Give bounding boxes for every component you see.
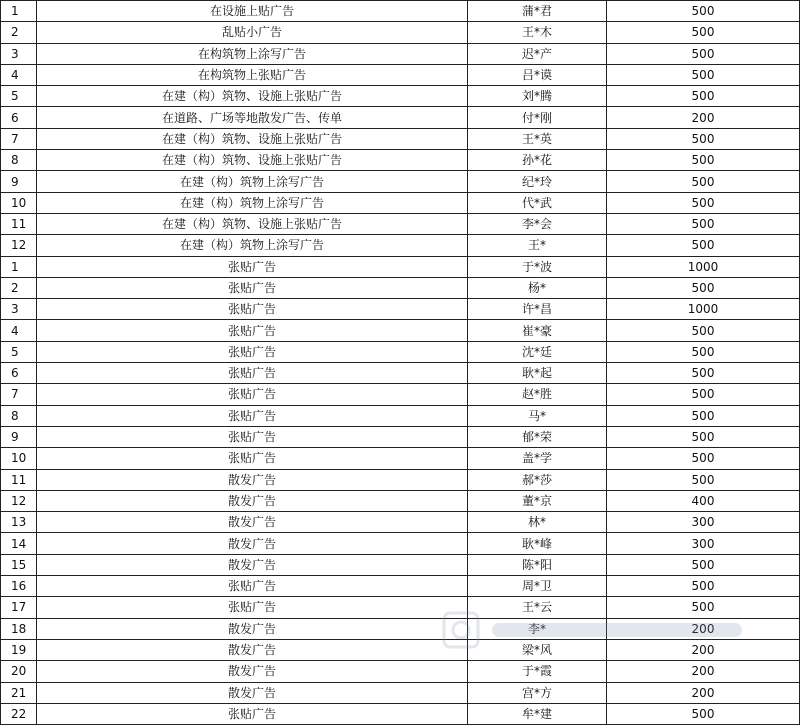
- fine-amount-cell: 500: [607, 213, 800, 234]
- fine-amount-cell: 500: [607, 171, 800, 192]
- violation-cell: 张贴广告: [37, 405, 468, 426]
- fine-amount-cell: 500: [607, 363, 800, 384]
- person-name-cell: 梁*风: [468, 639, 607, 660]
- person-name-cell: 林*: [468, 512, 607, 533]
- row-number-cell: 19: [1, 639, 37, 660]
- person-name-cell: 王*云: [468, 597, 607, 618]
- person-name-cell: 迟*产: [468, 43, 607, 64]
- fine-amount-cell: 500: [607, 554, 800, 575]
- fine-amount-cell: 500: [607, 64, 800, 85]
- violation-cell: 在建（构）筑物、设施上张贴广告: [37, 86, 468, 107]
- fine-amount-cell: 500: [607, 341, 800, 362]
- person-name-cell: 沈*廷: [468, 341, 607, 362]
- row-number-cell: 12: [1, 490, 37, 511]
- table-row: [1, 363, 800, 384]
- table-row: [1, 512, 800, 533]
- person-name-cell: 宫*方: [468, 682, 607, 703]
- violation-cell: 张贴广告: [37, 384, 468, 405]
- fine-amount-cell: 500: [607, 703, 800, 724]
- fine-amount-cell: 500: [607, 128, 800, 149]
- violation-cell: 在建（构）筑物、设施上张贴广告: [37, 213, 468, 234]
- table-row: [1, 661, 800, 682]
- violation-cell: 在构筑物上涂写广告: [37, 43, 468, 64]
- table-body: [1, 1, 800, 725]
- fine-amount-cell: 500: [607, 43, 800, 64]
- violation-cell: 张贴广告: [37, 341, 468, 362]
- row-number-cell: 6: [1, 107, 37, 128]
- violation-cell: 散发广告: [37, 661, 468, 682]
- table-row: [1, 469, 800, 490]
- person-name-cell: 付*刚: [468, 107, 607, 128]
- row-number-cell: 7: [1, 128, 37, 149]
- violation-cell: 散发广告: [37, 554, 468, 575]
- table-row: [1, 107, 800, 128]
- violation-cell: 在道路、广场等地散发广告、传单: [37, 107, 468, 128]
- fine-amount-cell: 500: [607, 405, 800, 426]
- table-row: [1, 22, 800, 43]
- person-name-cell: 牟*建: [468, 703, 607, 724]
- row-number-cell: 18: [1, 618, 37, 639]
- person-name-cell: 许*昌: [468, 299, 607, 320]
- fine-amount-cell: 500: [607, 192, 800, 213]
- row-number-cell: 10: [1, 192, 37, 213]
- person-name-cell: 杨*: [468, 277, 607, 298]
- violation-cell: 在建（构）筑物上涂写广告: [37, 235, 468, 256]
- row-number-cell: 9: [1, 426, 37, 447]
- person-name-cell: 陈*阳: [468, 554, 607, 575]
- fine-amount-cell: 500: [607, 448, 800, 469]
- row-number-cell: 2: [1, 22, 37, 43]
- row-number-cell: 3: [1, 299, 37, 320]
- table-row: [1, 405, 800, 426]
- person-name-cell: 王*木: [468, 22, 607, 43]
- table-row: [1, 86, 800, 107]
- fine-amount-cell: 200: [607, 661, 800, 682]
- violation-cell: 张贴广告: [37, 703, 468, 724]
- person-name-cell: 于*霞: [468, 661, 607, 682]
- person-name-cell: 李*: [468, 618, 607, 639]
- person-name-cell: 代*武: [468, 192, 607, 213]
- violation-cell: 散发广告: [37, 618, 468, 639]
- violation-cell: 在建（构）筑物上涂写广告: [37, 192, 468, 213]
- fine-amount-cell: 200: [607, 639, 800, 660]
- row-number-cell: 9: [1, 171, 37, 192]
- fine-amount-cell: 1000: [607, 256, 800, 277]
- fine-amount-cell: 500: [607, 426, 800, 447]
- person-name-cell: 刘*腾: [468, 86, 607, 107]
- violation-cell: 张贴广告: [37, 426, 468, 447]
- fine-amount-cell: 200: [607, 682, 800, 703]
- table-row: [1, 235, 800, 256]
- violation-cell: 散发广告: [37, 490, 468, 511]
- violation-cell: 张贴广告: [37, 363, 468, 384]
- fine-amount-cell: 500: [607, 320, 800, 341]
- violation-cell: 张贴广告: [37, 448, 468, 469]
- table-row: [1, 554, 800, 575]
- fine-amount-cell: 500: [607, 277, 800, 298]
- row-number-cell: 10: [1, 448, 37, 469]
- violation-cell: 在建（构）筑物上涂写广告: [37, 171, 468, 192]
- table-row: [1, 150, 800, 171]
- row-number-cell: 11: [1, 469, 37, 490]
- person-name-cell: 周*卫: [468, 576, 607, 597]
- row-number-cell: 6: [1, 363, 37, 384]
- fine-amount-cell: 200: [607, 618, 800, 639]
- person-name-cell: 耿*起: [468, 363, 607, 384]
- person-name-cell: 吕*谟: [468, 64, 607, 85]
- violation-cell: 在建（构）筑物、设施上张贴广告: [37, 128, 468, 149]
- row-number-cell: 21: [1, 682, 37, 703]
- row-number-cell: 1: [1, 1, 37, 22]
- row-number-cell: 7: [1, 384, 37, 405]
- row-number-cell: 5: [1, 341, 37, 362]
- row-number-cell: 13: [1, 512, 37, 533]
- violation-cell: 在建（构）筑物、设施上张贴广告: [37, 150, 468, 171]
- person-name-cell: 于*波: [468, 256, 607, 277]
- table-row: [1, 213, 800, 234]
- table-row: [1, 128, 800, 149]
- person-name-cell: 李*会: [468, 213, 607, 234]
- row-number-cell: 22: [1, 703, 37, 724]
- table-row: [1, 448, 800, 469]
- person-name-cell: 郁*荣: [468, 426, 607, 447]
- fine-amount-cell: 500: [607, 1, 800, 22]
- table-row: [1, 576, 800, 597]
- table-row: [1, 533, 800, 554]
- table-row: [1, 703, 800, 724]
- table-row: [1, 618, 800, 639]
- row-number-cell: 2: [1, 277, 37, 298]
- violation-cell: 张贴广告: [37, 576, 468, 597]
- fine-amount-cell: 500: [607, 86, 800, 107]
- table-row: [1, 277, 800, 298]
- row-number-cell: 11: [1, 213, 37, 234]
- violation-cell: 张贴广告: [37, 277, 468, 298]
- table-row: [1, 64, 800, 85]
- row-number-cell: 4: [1, 64, 37, 85]
- violation-cell: 乱贴小广告: [37, 22, 468, 43]
- row-number-cell: 8: [1, 405, 37, 426]
- fine-amount-cell: 400: [607, 490, 800, 511]
- violation-cell: 散发广告: [37, 469, 468, 490]
- table-row: [1, 426, 800, 447]
- person-name-cell: 马*: [468, 405, 607, 426]
- fine-amount-cell: 500: [607, 384, 800, 405]
- person-name-cell: 蒲*君: [468, 1, 607, 22]
- fine-amount-cell: 300: [607, 512, 800, 533]
- table-row: [1, 1, 800, 22]
- row-number-cell: 5: [1, 86, 37, 107]
- person-name-cell: 纪*玲: [468, 171, 607, 192]
- fine-amount-cell: 500: [607, 576, 800, 597]
- fine-amount-cell: 500: [607, 150, 800, 171]
- violation-cell: 散发广告: [37, 533, 468, 554]
- person-name-cell: 王*英: [468, 128, 607, 149]
- violation-cell: 张贴广告: [37, 320, 468, 341]
- table-row: [1, 341, 800, 362]
- fine-amount-cell: 500: [607, 235, 800, 256]
- table-row: [1, 43, 800, 64]
- row-number-cell: 20: [1, 661, 37, 682]
- table-row: [1, 384, 800, 405]
- person-name-cell: 王*: [468, 235, 607, 256]
- row-number-cell: 1: [1, 256, 37, 277]
- fine-amount-cell: 300: [607, 533, 800, 554]
- person-name-cell: 崔*豪: [468, 320, 607, 341]
- person-name-cell: 董*京: [468, 490, 607, 511]
- row-number-cell: 3: [1, 43, 37, 64]
- table-row: [1, 256, 800, 277]
- fine-amount-cell: 500: [607, 22, 800, 43]
- row-number-cell: 8: [1, 150, 37, 171]
- violation-cell: 张贴广告: [37, 597, 468, 618]
- fine-amount-cell: 1000: [607, 299, 800, 320]
- table-row: [1, 490, 800, 511]
- violation-cell: 张贴广告: [37, 256, 468, 277]
- violation-cell: 散发广告: [37, 682, 468, 703]
- table-row: [1, 320, 800, 341]
- person-name-cell: 赵*胜: [468, 384, 607, 405]
- violation-cell: 在构筑物上张贴广告: [37, 64, 468, 85]
- table-row: [1, 192, 800, 213]
- violation-cell: 散发广告: [37, 639, 468, 660]
- person-name-cell: 孙*花: [468, 150, 607, 171]
- table-row: [1, 639, 800, 660]
- row-number-cell: 14: [1, 533, 37, 554]
- person-name-cell: 盖*学: [468, 448, 607, 469]
- table-row: [1, 682, 800, 703]
- table-row: [1, 597, 800, 618]
- row-number-cell: 17: [1, 597, 37, 618]
- row-number-cell: 16: [1, 576, 37, 597]
- row-number-cell: 15: [1, 554, 37, 575]
- table-row: [1, 171, 800, 192]
- violation-cell: 在设施上贴广告: [37, 1, 468, 22]
- person-name-cell: 耿*峰: [468, 533, 607, 554]
- violation-cell: 散发广告: [37, 512, 468, 533]
- fine-amount-cell: 200: [607, 107, 800, 128]
- row-number-cell: 12: [1, 235, 37, 256]
- fine-amount-cell: 500: [607, 597, 800, 618]
- person-name-cell: 郝*莎: [468, 469, 607, 490]
- row-number-cell: 4: [1, 320, 37, 341]
- table-row: [1, 299, 800, 320]
- fine-amount-cell: 500: [607, 469, 800, 490]
- violation-cell: 张贴广告: [37, 299, 468, 320]
